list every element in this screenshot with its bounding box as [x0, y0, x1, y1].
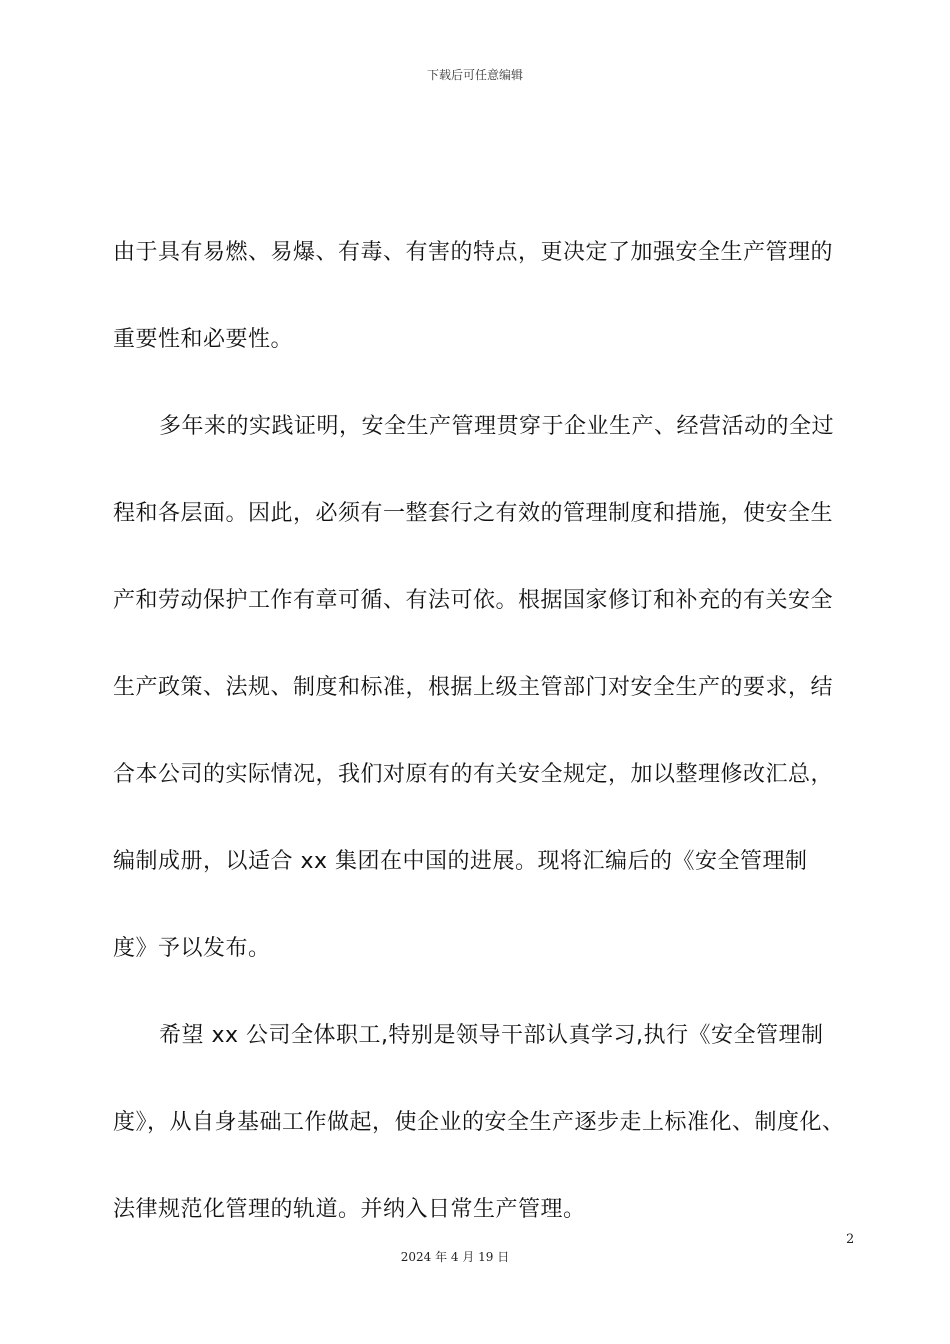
text-line: 合本公司的实际情况，我们对原有的有关安全规定，加以整理修改汇总，	[113, 762, 834, 787]
text-line: 度》，从自身基础工作做起，使企业的安全生产逐步走上标准化、制度化、	[113, 1110, 845, 1135]
paragraph-start-line: 希望 xx 公司全体职工,特别是领导干部认真学习,执行《安全管理制	[159, 1023, 824, 1048]
page-number: 2	[846, 1232, 855, 1247]
text-line: 产和劳动保护工作有章可循、有法可依。根据国家修订和补充的有关安全	[113, 588, 834, 613]
page-header: 下载后可任意编辑	[426, 68, 523, 82]
document-body	[113, 228, 873, 1272]
text-line: 生产政策、法规、制度和标准，根据上级主管部门对安全生产的要求，结	[113, 675, 834, 700]
text-line: 重要性和必要性。	[113, 327, 294, 352]
footer-date: 2024 年 4 月 19 日	[400, 1250, 510, 1264]
text-line: 编制成册，以适合 xx 集团在中国的进展。现将汇编后的《安全管理制	[113, 849, 808, 874]
text-line: 度》予以发布。	[113, 936, 271, 961]
text-line: 法律规范化管理的轨道。并纳入日常生产管理。	[113, 1197, 586, 1222]
text-line: 由于具有易燃、易爆、有毒、有害的特点，更决定了加强安全生产管理的	[113, 240, 834, 265]
text-line: 程和各层面。因此，必须有一整套行之有效的管理制度和措施，使安全生	[113, 501, 834, 526]
paragraph-start-line: 多年来的实践证明，安全生产管理贯穿于企业生产、经营活动的全过	[159, 414, 835, 439]
